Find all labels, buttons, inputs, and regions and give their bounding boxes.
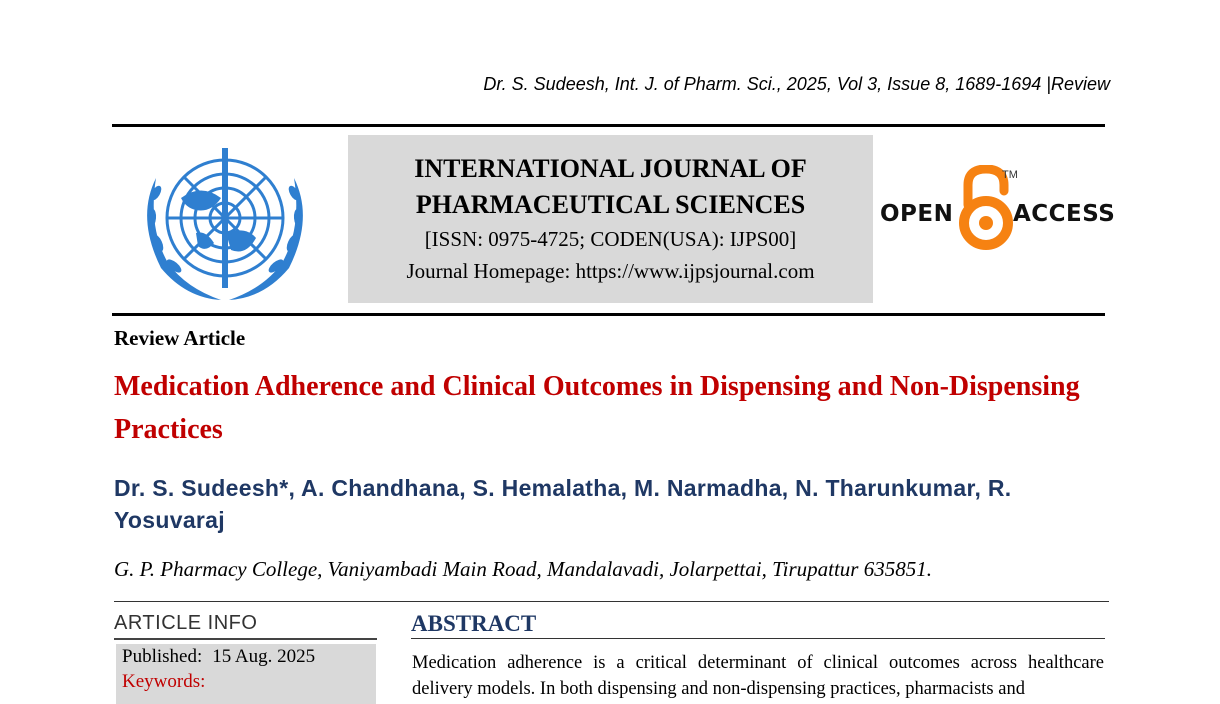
open-access-open-text: OPEN xyxy=(880,201,954,227)
article-info-rule xyxy=(114,638,377,640)
header-rule-top xyxy=(112,124,1105,127)
un-emblem-logo xyxy=(126,138,324,308)
journal-issn: [ISSN: 0975-4725; CODEN(USA): IJPS00] xyxy=(424,227,797,251)
journal-homepage: Journal Homepage: https://www.ijpsjournal.com xyxy=(406,259,815,283)
affiliation-rule xyxy=(114,601,1109,602)
keywords-label: Keywords: xyxy=(122,671,206,692)
abstract-text: Medication adherence is a critical determinant of clinical outcomes across healthcare delivery models. In both dispensing and non-dispensing practices, pharmacists and xyxy=(412,653,1104,699)
running-head: Dr. S. Sudeesh, Int. J. of Pharm. Sci., 2025, Vol 3, Issue 8, 1689-1694 |Review xyxy=(483,74,1110,94)
open-access-logo xyxy=(880,165,1116,255)
header-rule-bottom xyxy=(112,313,1105,316)
open-access-trademark: TM xyxy=(1002,169,1018,181)
journal-title-line2: PHARMACEUTICAL SCIENCES xyxy=(415,190,806,219)
published-date: 15 Aug. 2025 xyxy=(212,646,316,667)
open-access-access-text: ACCESS xyxy=(1013,201,1116,227)
published-label: Published: xyxy=(122,646,203,667)
abstract-heading: ABSTRACT xyxy=(411,611,537,636)
article-type: Review Article xyxy=(114,326,246,350)
published-row xyxy=(122,646,315,668)
journal-title-line1: INTERNATIONAL JOURNAL OF xyxy=(414,154,807,183)
article-info-heading: ARTICLE INFO xyxy=(114,612,258,634)
article-info-box xyxy=(116,644,376,704)
article-authors: Dr. S. Sudeesh*, A. Chandhana, S. Hemalatha, M. Narmadha, N. Tharunkumar, R. Yosuvaraj xyxy=(114,475,1012,533)
article-affiliation: G. P. Pharmacy College, Vaniyambadi Main Road, Mandalavadi, Jolarpettai, Tirupattur 635851. xyxy=(114,557,932,581)
abstract-rule xyxy=(411,638,1105,639)
article-title: Medication Adherence and Clinical Outcomes in Dispensing and Non-Dispensing Practices xyxy=(114,371,1080,445)
journal-header-box xyxy=(348,135,873,303)
